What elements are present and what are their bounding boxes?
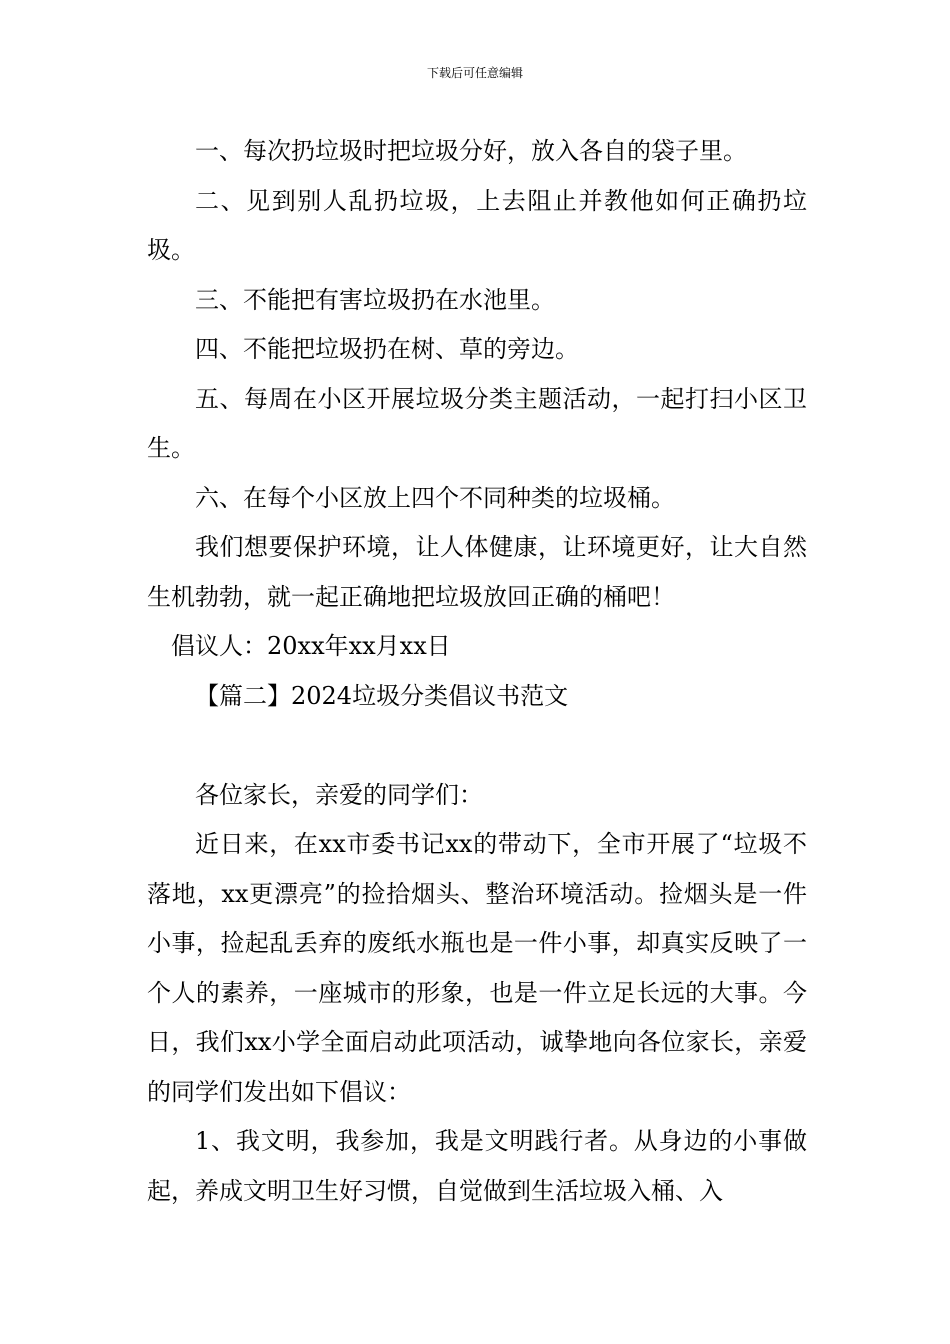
- blank-line: [147, 721, 807, 771]
- proposal-item-5: 五、每周在小区开展垃圾分类主题活动，一起打扫小区卫生。: [147, 384, 807, 462]
- signature-line: 倡议人：20xx年xx月xx日: [171, 632, 451, 660]
- proposal-item-4: 四、不能把垃圾扔在树、草的旁边。: [195, 335, 579, 363]
- proposal-item-3: 三、不能把有害垃圾扔在水池里。: [195, 285, 555, 314]
- closing-paragraph: 我们想要保护环境，让人体健康，让环境更好，让大自然生机勃勃，就一起正确地把垃圾放回正确的桶吧！: [147, 533, 807, 611]
- proposal-item-6: 六、在每个小区放上四个不同种类的垃圾桶。: [195, 483, 675, 512]
- section-title: 【篇二】2024垃圾分类倡议书范文: [195, 681, 569, 710]
- document-body: [147, 127, 807, 1216]
- proposal-item-1: 一、每次扔垃圾时把垃圾分好，放入各自的袋子里。: [195, 137, 747, 165]
- proposal-point-1: 1、我文明，我参加，我是文明践行者。从身边的小事做起，养成文明卫生好习惯，自觉做到生活垃圾入桶、入: [147, 1127, 807, 1205]
- greeting: 各位家长，亲爱的同学们：: [195, 780, 483, 809]
- intro-paragraph: 近日来，在xx市委书记xx的带动下，全市开展了“垃圾不落地，xx更漂亮”的捡拾烟头、整治环境活动。捡烟头是一件小事，捡起乱丢弃的废纸水瓶也是一件小事，却真实反映了一个人的素养，一座城市的形象，也是一件立足长远的大事。今日，我们xx小学全面启动此项活动，诚挚地向各位家长，亲爱的同学们发出如下倡议：: [147, 830, 807, 1106]
- header-note: 下载后可任意编辑: [426, 66, 523, 80]
- proposal-item-2: 二、见到别人乱扔垃圾，上去阻止并教他如何正确扔垃圾。: [147, 186, 807, 264]
